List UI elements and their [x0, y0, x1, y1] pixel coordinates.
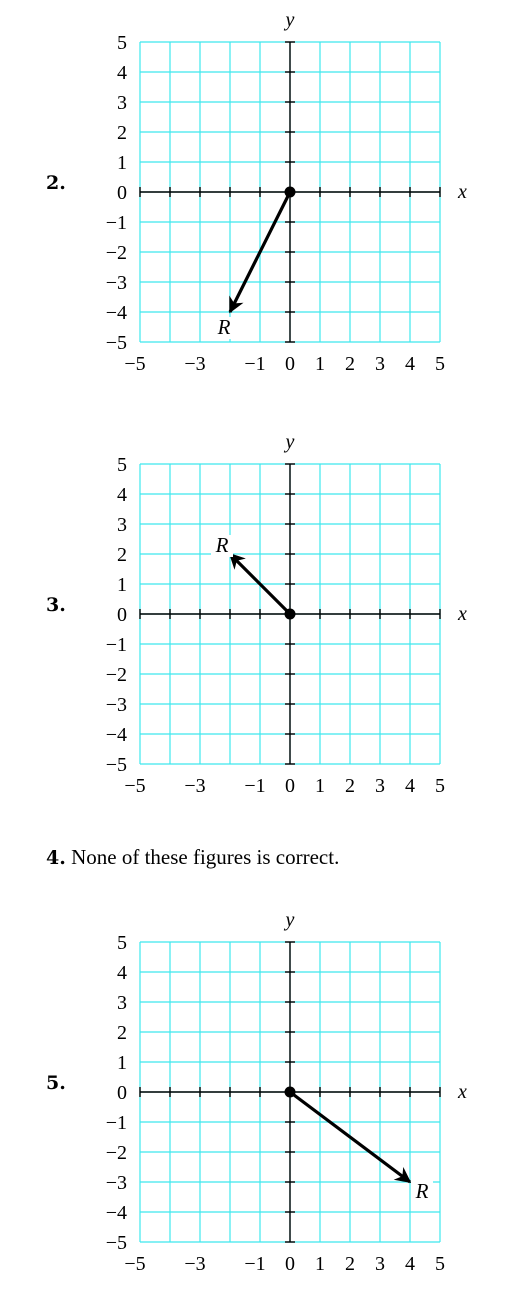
- y-tick-label: −3: [105, 272, 127, 294]
- x-axis-label: x: [458, 1081, 467, 1103]
- y-tick-label: −2: [105, 1142, 127, 1164]
- y-tick-label: 3: [117, 992, 127, 1014]
- x-tick-label: −5: [124, 1253, 146, 1275]
- y-tick-label: −4: [105, 302, 127, 324]
- y-tick-label: 2: [117, 122, 127, 144]
- y-tick-label: 0: [117, 182, 127, 204]
- y-tick-label: −5: [105, 1232, 127, 1254]
- graph-option-2: [0, 0, 526, 400]
- x-tick-label: −1: [244, 353, 266, 375]
- y-tick-label: 2: [117, 544, 127, 566]
- graph-option-5: [0, 900, 526, 1300]
- y-tick-label: −5: [105, 754, 127, 776]
- y-tick-label: −2: [105, 242, 127, 264]
- y-tick-label: 0: [117, 1082, 127, 1104]
- x-tick-label: 0: [285, 353, 295, 375]
- y-tick-label: 2: [117, 1022, 127, 1044]
- y-tick-label: 4: [117, 62, 127, 84]
- option-number-5[interactable]: 5.: [46, 1072, 66, 1094]
- x-tick-label: 3: [375, 1253, 385, 1275]
- x-axis-label: x: [458, 603, 467, 625]
- y-tick-label: 1: [117, 152, 127, 174]
- origin-point: [285, 187, 296, 198]
- x-tick-label: 5: [435, 775, 445, 797]
- vector-label: R: [217, 315, 231, 339]
- y-tick-label: 1: [117, 1052, 127, 1074]
- option-number-4: 4.: [46, 847, 66, 869]
- y-axis-label: y: [285, 431, 295, 453]
- y-tick-label: −3: [105, 1172, 127, 1194]
- y-tick-label: 3: [117, 514, 127, 536]
- x-tick-label: −3: [184, 775, 206, 797]
- x-tick-label: −3: [184, 353, 206, 375]
- option-4[interactable]: [46, 845, 339, 870]
- x-tick-label: 0: [285, 1253, 295, 1275]
- x-tick-label: 3: [375, 353, 385, 375]
- graph-option-3: [0, 422, 526, 822]
- x-tick-label: 5: [435, 1253, 445, 1275]
- x-tick-label: 5: [435, 353, 445, 375]
- origin-point: [285, 609, 296, 620]
- y-tick-label: −4: [105, 1202, 127, 1224]
- x-tick-label: −3: [184, 1253, 206, 1275]
- option-4-text: None of these figures is correct.: [71, 845, 340, 869]
- y-tick-label: 4: [117, 962, 127, 984]
- y-tick-label: 1: [117, 574, 127, 596]
- x-tick-label: −5: [124, 353, 146, 375]
- y-axis-label: y: [285, 9, 295, 31]
- x-tick-label: 4: [405, 1253, 415, 1275]
- x-tick-label: 2: [345, 1253, 355, 1275]
- option-number-3[interactable]: 3.: [46, 594, 66, 616]
- y-axis-label: y: [285, 909, 295, 931]
- x-tick-label: 1: [315, 353, 325, 375]
- y-tick-label: 4: [117, 484, 127, 506]
- x-tick-label: −1: [244, 775, 266, 797]
- x-tick-label: 1: [315, 775, 325, 797]
- vector-label: R: [215, 533, 229, 557]
- y-tick-label: 3: [117, 92, 127, 114]
- y-tick-label: 5: [117, 32, 127, 54]
- x-tick-label: 1: [315, 1253, 325, 1275]
- y-tick-label: −1: [105, 1112, 127, 1134]
- y-tick-label: −2: [105, 664, 127, 686]
- origin-point: [285, 1087, 296, 1098]
- x-tick-label: 4: [405, 775, 415, 797]
- x-tick-label: −1: [244, 1253, 266, 1275]
- y-tick-label: −5: [105, 332, 127, 354]
- x-tick-label: −5: [124, 775, 146, 797]
- x-tick-label: 2: [345, 775, 355, 797]
- y-tick-label: 5: [117, 932, 127, 954]
- option-number-2[interactable]: 2.: [46, 172, 66, 194]
- y-tick-label: −1: [105, 212, 127, 234]
- y-tick-label: −1: [105, 634, 127, 656]
- x-tick-label: 0: [285, 775, 295, 797]
- x-tick-label: 3: [375, 775, 385, 797]
- x-tick-label: 4: [405, 353, 415, 375]
- vector-label: R: [415, 1179, 429, 1203]
- x-tick-label: 2: [345, 353, 355, 375]
- y-tick-label: 0: [117, 604, 127, 626]
- y-tick-label: 5: [117, 454, 127, 476]
- y-tick-label: −4: [105, 724, 127, 746]
- y-tick-label: −3: [105, 694, 127, 716]
- x-axis-label: x: [458, 181, 467, 203]
